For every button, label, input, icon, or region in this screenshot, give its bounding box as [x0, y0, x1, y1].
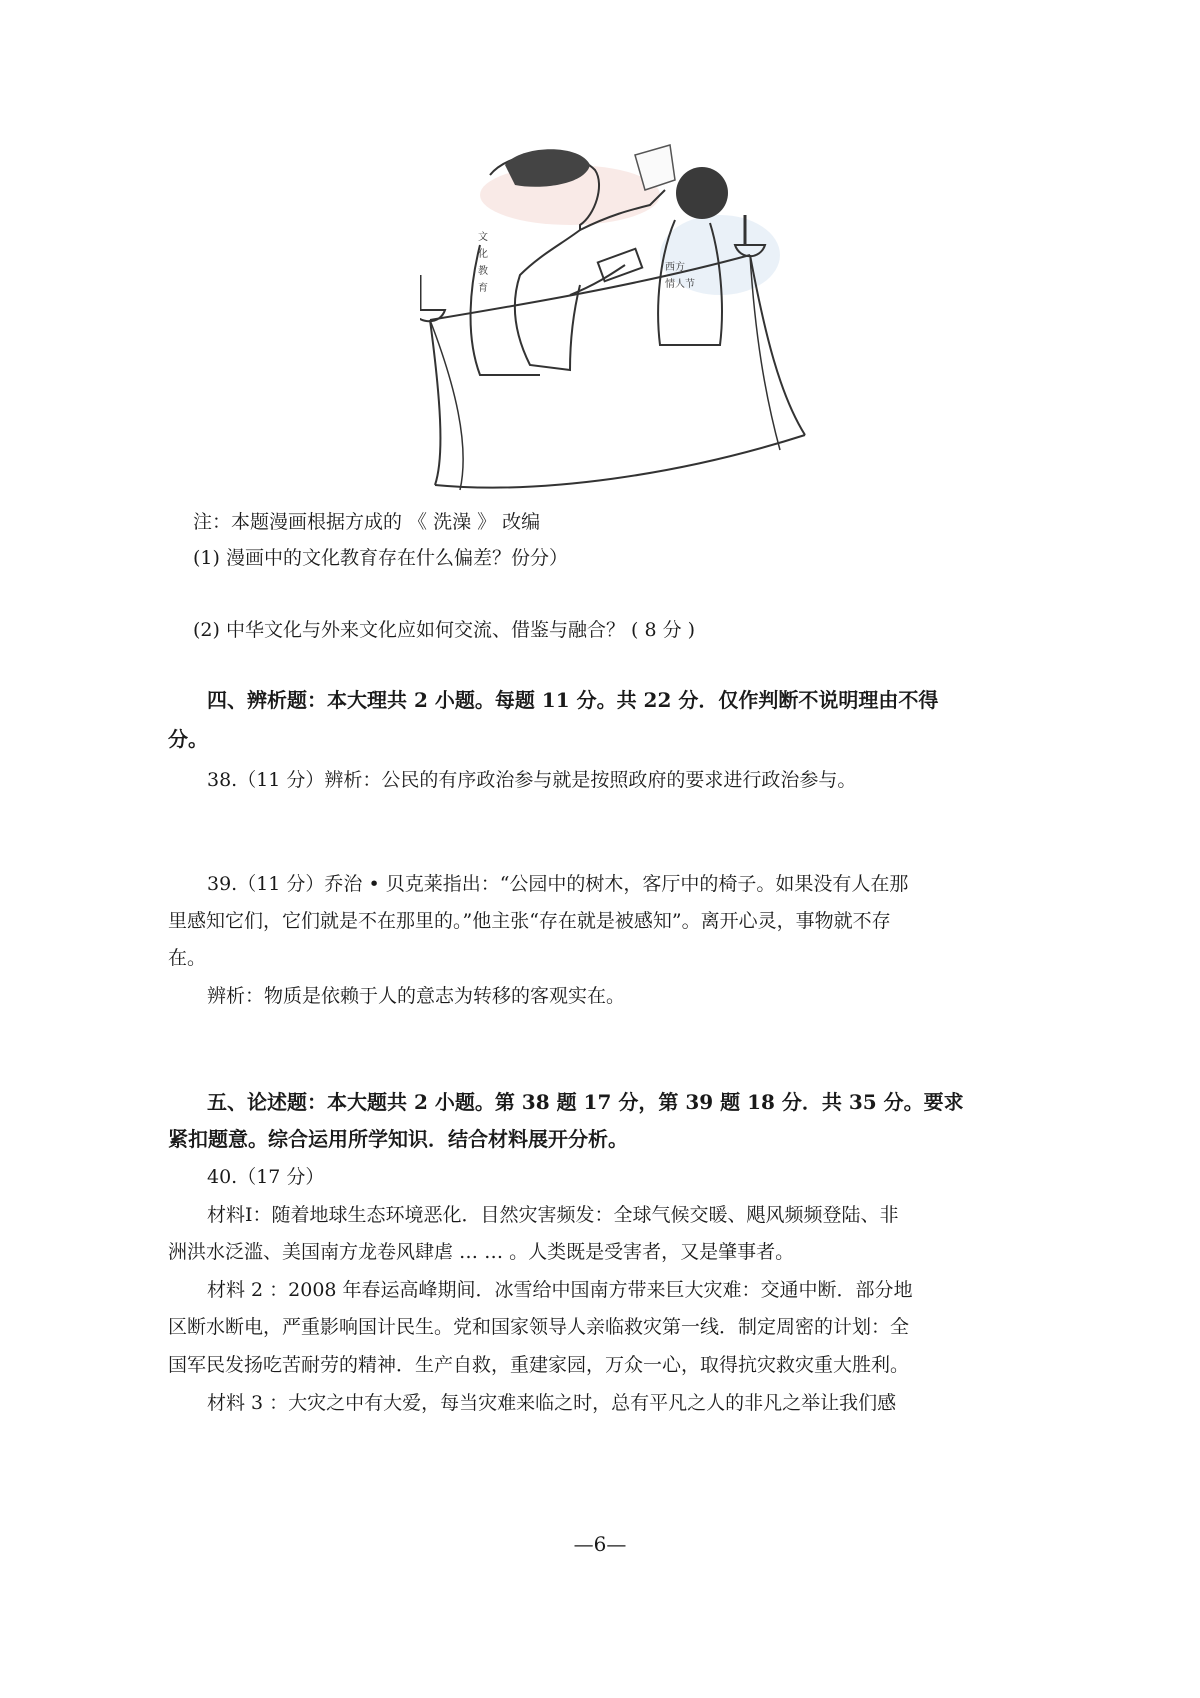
cartoon-label-left-2: 化 [478, 249, 488, 260]
question-38: 38.（11 分）辨析：公民的有序政治参与就是按照政府的要求进行政治参与。 [207, 769, 857, 791]
material-2-line3: 国军民发扬吃苦耐劳的精神．生产自救，重建家园，万众一心，取得抗灾救灾重大胜利。 [168, 1354, 910, 1376]
cartoon-label-left-4: 育 [478, 283, 488, 294]
material-3-line1: 材料 3 ：大灾之中有大爱，每当灾难来临之时，总有平凡之人的非凡之举让我们感 [207, 1392, 897, 1414]
cartoon-note: 注：本题漫画根据方成的 《 洗澡 》 改编 [193, 511, 541, 533]
material-1-line1: 材料Ⅰ：随着地球生态环境恶化．目然灾害频发：全球气候交暖、飓风频频登陆、非 [207, 1204, 899, 1226]
section-5-heading-line2: 紧扣题意。综合运用所学知识．结合材料展开分析。 [168, 1127, 628, 1151]
cartoon-label-right-1: 西方 [665, 262, 685, 273]
cartoon-label-left-1: 文 [478, 232, 488, 243]
question-40-heading: 40.（17 分） [207, 1166, 325, 1188]
question-39-line2: 里感知它们，它们就是不在那里的。”他主张“存在就是被感知”。离开心灵，事物就不存 [168, 910, 891, 932]
material-1-line2: 洲洪水泛滥、美国南方龙卷风肆虐 … … 。人类既是受害者，又是肇事者。 [168, 1241, 795, 1263]
cartoon-label-right-2: 情人节 [665, 279, 695, 290]
question-1: (1) 漫画中的文化教育存在什么偏差？份分） [193, 547, 568, 569]
section-4-heading-line1: 四、辨析题：本大理共 2 小题。每题 11 分。共 22 分．仅作判断不说明理由不得 [207, 688, 939, 712]
material-2-line2: 区断水断电，严重影响国计民生。党和国家领导人亲临救灾第一线．制定周密的计划：全 [168, 1316, 910, 1338]
question-39-line3: 在。 [168, 947, 207, 969]
cartoon-illustration [420, 135, 840, 535]
section-4-heading-line2: 分。 [168, 727, 208, 751]
question-39-line1: 39.（11 分）乔治 • 贝克莱指出：“公园中的树木，客厅中的椅子。如果没有人在那 [207, 873, 909, 895]
section-5-heading-line1: 五、论述题：本大题共 2 小题。第 38 题 17 分，第 39 题 18 分．共 35 分。要求 [207, 1090, 964, 1114]
cartoon-label-left-3: 教 [478, 266, 488, 277]
material-2-line1: 材料 2 ：2008 年春运高峰期间．冰雪给中国南方带来巨大灾难：交通中断．部分地 [207, 1279, 913, 1301]
page-number: —6— [573, 1532, 627, 1556]
question-2: (2) 中华文化与外来文化应如何交流、借鉴与融合？ ( 8 分 ) [193, 619, 696, 641]
question-39-prompt: 辨析：物质是依赖于人的意志为转移的客观实在。 [207, 985, 626, 1007]
